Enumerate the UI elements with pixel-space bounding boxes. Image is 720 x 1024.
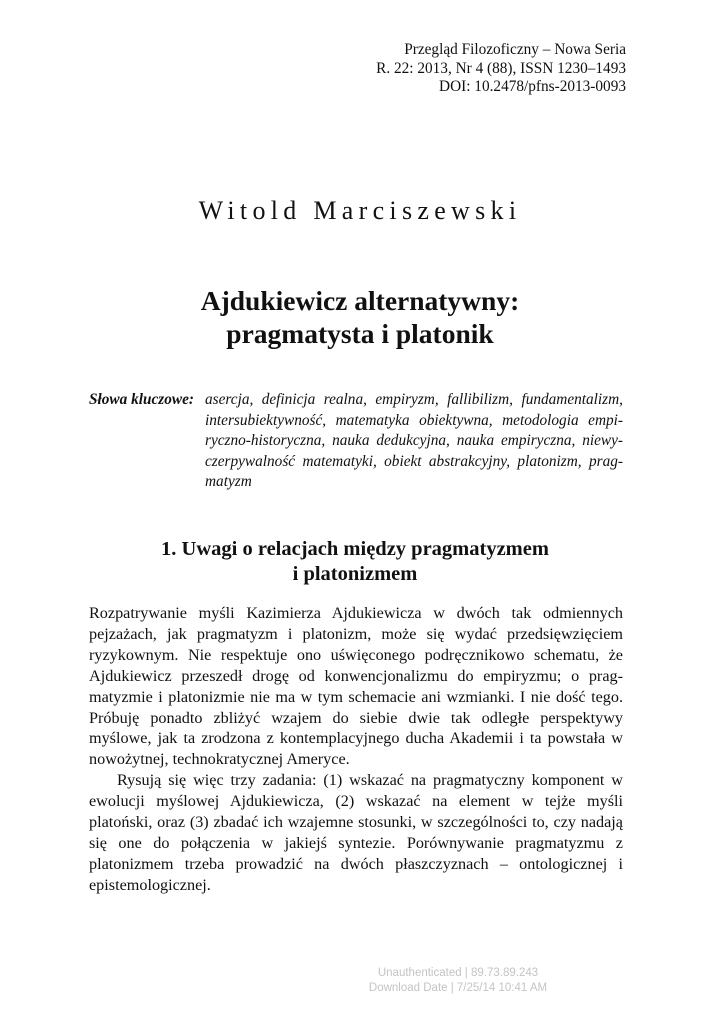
keywords-block <box>89 390 623 493</box>
article-title-line-1: Ajdukiewicz alternatywny: <box>200 285 520 316</box>
journal-header <box>376 41 626 97</box>
section-heading-line-1: 1. Uwagi o relacjach między pragmatyzmem <box>161 538 549 560</box>
keywords-label: Słowa kluczowe: <box>89 391 194 408</box>
watermark-line-2: Download Date | 7/25/14 10:41 AM <box>368 981 548 994</box>
paragraph: Rozpatrywanie myśli Kazimierza Ajdukiewicza w dwóch tak odmiennych pejzażach, jak pragmatyzm i platonizm, może się wydać przedsięwzięciem ryzykownym. Nie respektuje ono uświęconego podręcznikowo schematu, że Ajdukiewicz przeszedł drogę od konwencjonalizmu do empiryzmu; o pragmatyzmie i platonizmie nie ma w tym schemacie ani wzmianki. I nie dość tego. Próbuję ponadto zbliżyć wzajem do siebie dwie tak odległe perspektywy myślowe, jak ta zrodzona z kontemplacyjnego ducha Akademii i ta powstała w nowożytnej, technokratycznej Ameryce. <box>89 604 623 769</box>
keywords-text: asercja, definicja realna, empiryzm, fallibilizm, fundamentalizm, intersubiektywność, matematyka obiektywna, metodologia empiryczno-historyczna, nauka dedukcyjna, nauka empiryczna, niewyczerpywalność matematyki, obiekt abstrakcyjny, platonizm, pragmatyzm <box>205 391 623 491</box>
watermark-line-1: Unauthenticated | 89.73.89.243 <box>377 967 539 979</box>
download-watermark <box>0 966 720 995</box>
section-heading <box>0 537 710 586</box>
article-title <box>0 285 720 350</box>
article-title-line-2: pragmatysta i platonik <box>226 317 494 349</box>
section-heading-line-2: i platonizmem <box>292 562 418 585</box>
body-text <box>89 603 623 896</box>
journal-doi: DOI: 10.2478/pfns-2013-0093 <box>439 78 626 96</box>
author-name: Witold Marciszewski <box>198 196 522 225</box>
journal-volume: R. 22: 2013, Nr 4 (88), ISSN 1230–1493 <box>376 59 626 77</box>
journal-name: Przegląd Filozoficzny – Nowa Seria <box>404 41 626 58</box>
paragraph: Rysują się więc trzy zadania: (1) wskazać na pragmatyczny komponent w ewolucji myślowej Ajdukiewicza, (2) wskazać na element w tejże myśli platoński, oraz (3) zbadać ich wzajemne stosunki, w szczególności to, czy nadają się one do połączenia w jakiejś syntezie. Porównywanie pragmatyzmu z platonizmem trzeba prowadzić na dwóch płaszczyznach – ontologicznej i epistemologicznej. <box>89 771 623 894</box>
